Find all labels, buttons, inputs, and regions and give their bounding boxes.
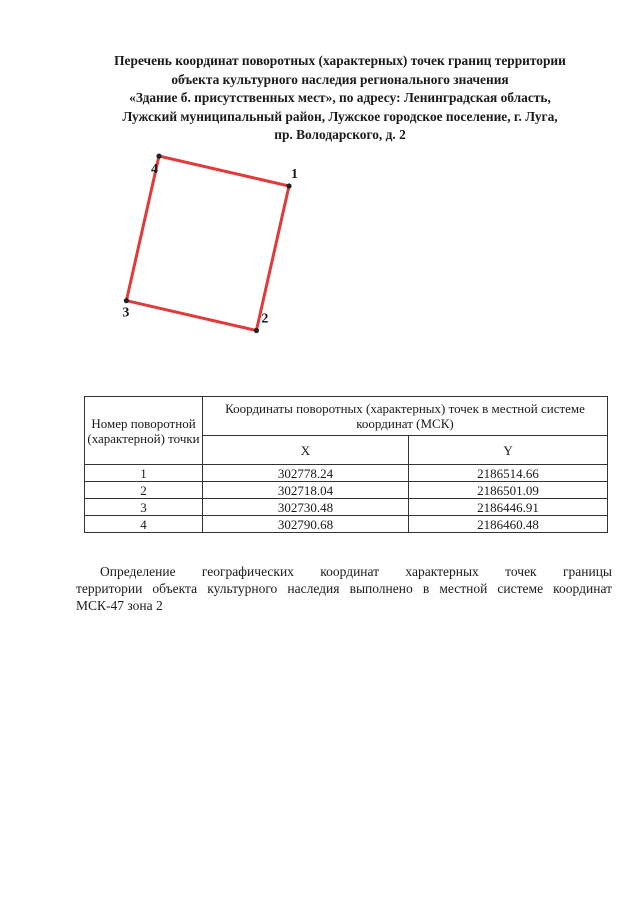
note-line-2: территории объекта культурного наследия выполнено в местной системе координат <box>76 581 612 596</box>
note-line-3: МСК-47 зона 2 <box>76 598 163 613</box>
title-line-4: Лужский муниципальный район, Лужское городское поселение, г. Луга, <box>122 108 558 124</box>
header-point-number: Номер поворотной (характерной) точки <box>85 397 203 465</box>
coordinates-table <box>84 396 608 533</box>
table-row <box>85 465 608 482</box>
point-label-4: 4 <box>151 162 158 178</box>
header-x: X <box>203 436 409 465</box>
cell-x: 302790.68 <box>203 516 409 533</box>
cell-y: 2186460.48 <box>409 516 608 533</box>
point-label-1: 1 <box>291 167 298 182</box>
cell-x: 302718.04 <box>203 482 409 499</box>
cell-y: 2186514.66 <box>409 465 608 482</box>
table-row <box>85 499 608 516</box>
cell-x: 302778.24 <box>203 465 409 482</box>
boundary-point-2 <box>254 328 259 333</box>
title-line-3: «Здание б. присутственных мест», по адресу: Ленинградская область, <box>129 90 551 106</box>
title-line-2: объекта культурного наследия регионального значения <box>171 71 509 87</box>
table-row <box>85 482 608 499</box>
cell-point-number: 1 <box>85 465 203 482</box>
cell-point-number: 4 <box>85 516 203 533</box>
boundary-polygon <box>126 156 289 330</box>
boundary-point-1 <box>286 183 291 188</box>
point-label-2: 2 <box>261 311 269 327</box>
cell-x: 302730.48 <box>203 499 409 516</box>
cell-y: 2186446.91 <box>409 499 608 516</box>
title-line-5: пр. Володарского, д. 2 <box>274 127 406 143</box>
boundary-point-3 <box>124 298 129 303</box>
table-row <box>85 516 608 533</box>
point-label-3: 3 <box>122 305 130 321</box>
boundary-point-4 <box>156 154 161 159</box>
title-line-1: Перечень координат поворотных (характерных) точек границ территории <box>114 53 566 68</box>
note-paragraph <box>76 563 612 614</box>
header-coordinates: Координаты поворотных (характерных) точек в местной системе координат (МСК) <box>203 397 608 436</box>
cell-point-number: 3 <box>85 499 203 516</box>
boundary-diagram <box>0 0 640 400</box>
note-line-1: Определение географических координат характерных точек границы <box>100 564 612 579</box>
cell-y: 2186501.09 <box>409 482 608 499</box>
cell-point-number: 2 <box>85 482 203 499</box>
header-y: Y <box>409 436 608 465</box>
